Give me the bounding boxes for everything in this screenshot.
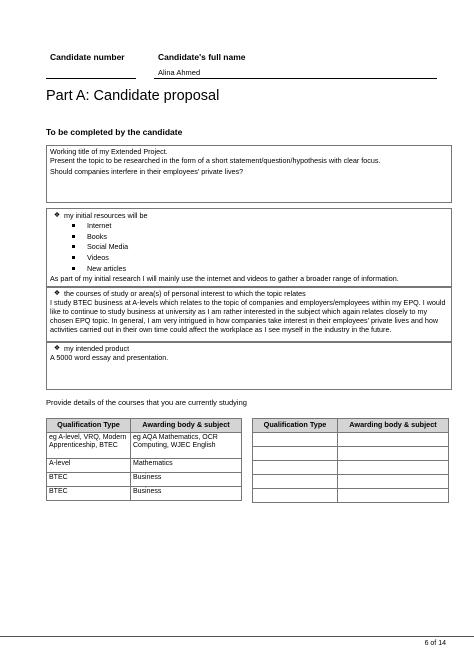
table-cell [338, 433, 449, 447]
intended-product-heading [50, 344, 448, 353]
qualifications-table-right [252, 418, 449, 503]
resources-heading-text: my initial resources will be [64, 211, 148, 220]
square-bullet-icon [72, 235, 75, 238]
table-row [47, 433, 242, 459]
candidate-number-label: Candidate number [50, 52, 125, 62]
diamond-bullet-icon: ❖ [53, 290, 61, 297]
qualifications-table-left [46, 418, 242, 501]
intended-product-heading-text: my intended product [64, 344, 130, 353]
resources-note: As part of my initial research I will mainly use the internet and videos to gather a broader range of information. [50, 273, 399, 283]
table-row [253, 433, 449, 447]
table-cell [253, 433, 338, 447]
footer-divider [0, 636, 474, 637]
courses-interest-text: I study BTEC business at A-levels which relates to the topic of companies and employers/employees within my EPQ. I would like to continue to study business at university as I am rather interested in the subject which again relates closely to my chosen EPQ topic. In general, I am very intrigued in how companies take interest in their employees' private lives and how activities carried out in their own time could affect the workplace as I see myself in the industry in the future. [50, 298, 446, 334]
table-cell: A-level [47, 459, 131, 473]
intended-product-text: A 5000 word essay and presentation. [50, 353, 169, 362]
resources-list [50, 220, 448, 274]
square-bullet-icon [72, 256, 75, 259]
full-name-label: Candidate's full name [158, 52, 246, 62]
resources-heading [50, 211, 448, 220]
table-cell [338, 489, 449, 503]
table-row [47, 473, 242, 487]
table-cell [338, 475, 449, 489]
table-row [253, 461, 449, 475]
column-header: Qualification Type [47, 419, 131, 433]
page-number: 6 of 14 [424, 640, 446, 647]
full-name-value: Alina Ahmed [158, 68, 201, 77]
table-row [253, 489, 449, 503]
table-cell: BTEC [47, 473, 131, 487]
candidate-number-line [46, 78, 136, 79]
list-item: Internet [50, 220, 448, 231]
table-row [253, 475, 449, 489]
list-item: Books [50, 231, 448, 242]
diamond-bullet-icon: ❖ [53, 345, 61, 352]
table-cell [253, 475, 338, 489]
working-title-line2: Present the topic to be researched in the form of a short statement/question/hypothesis with clear focus. [50, 156, 381, 165]
table-row [253, 447, 449, 461]
table-row [47, 487, 242, 501]
working-title-line1: Working title of my Extended Project. [50, 147, 168, 156]
column-header: Qualification Type [253, 419, 338, 433]
column-header: Awarding body & subject [338, 419, 449, 433]
list-item: New articles [50, 263, 448, 274]
section-subtitle: To be completed by the candidate [46, 127, 183, 137]
list-item: Videos [50, 252, 448, 263]
resources-box [46, 208, 452, 287]
square-bullet-icon [72, 267, 75, 270]
courses-interest-heading [50, 289, 448, 298]
table-cell [253, 447, 338, 461]
table-cell: eg A-level, VRQ, Modern Apprenticeship, BTEC [47, 433, 131, 459]
diamond-bullet-icon: ❖ [53, 212, 61, 219]
square-bullet-icon [72, 224, 75, 227]
table-cell [338, 461, 449, 475]
page-title: Part A: Candidate proposal [46, 88, 220, 104]
working-title-box [46, 145, 452, 203]
table-cell: Business [131, 473, 242, 487]
intended-product-box [46, 342, 452, 390]
courses-interest-heading-text: the courses of study or area(s) of personal interest to which the topic relates [64, 289, 306, 298]
table-cell: BTEC [47, 487, 131, 501]
table-cell [338, 447, 449, 461]
table-cell: Mathematics [131, 459, 242, 473]
table-row [47, 459, 242, 473]
table-cell: eg AQA Mathematics, OCR Computing, WJEC English [131, 433, 242, 459]
table-cell [253, 489, 338, 503]
square-bullet-icon [72, 245, 75, 248]
full-name-line [154, 78, 437, 79]
courses-interest-box [46, 287, 452, 342]
column-header: Awarding body & subject [131, 419, 242, 433]
table-cell: Business [131, 487, 242, 501]
table-cell [253, 461, 338, 475]
courses-prompt: Provide details of the courses that you are currently studying [46, 398, 247, 407]
working-title-answer: Should companies interfere in their employees' private lives? [50, 167, 244, 176]
list-item: Social Media [50, 242, 448, 253]
